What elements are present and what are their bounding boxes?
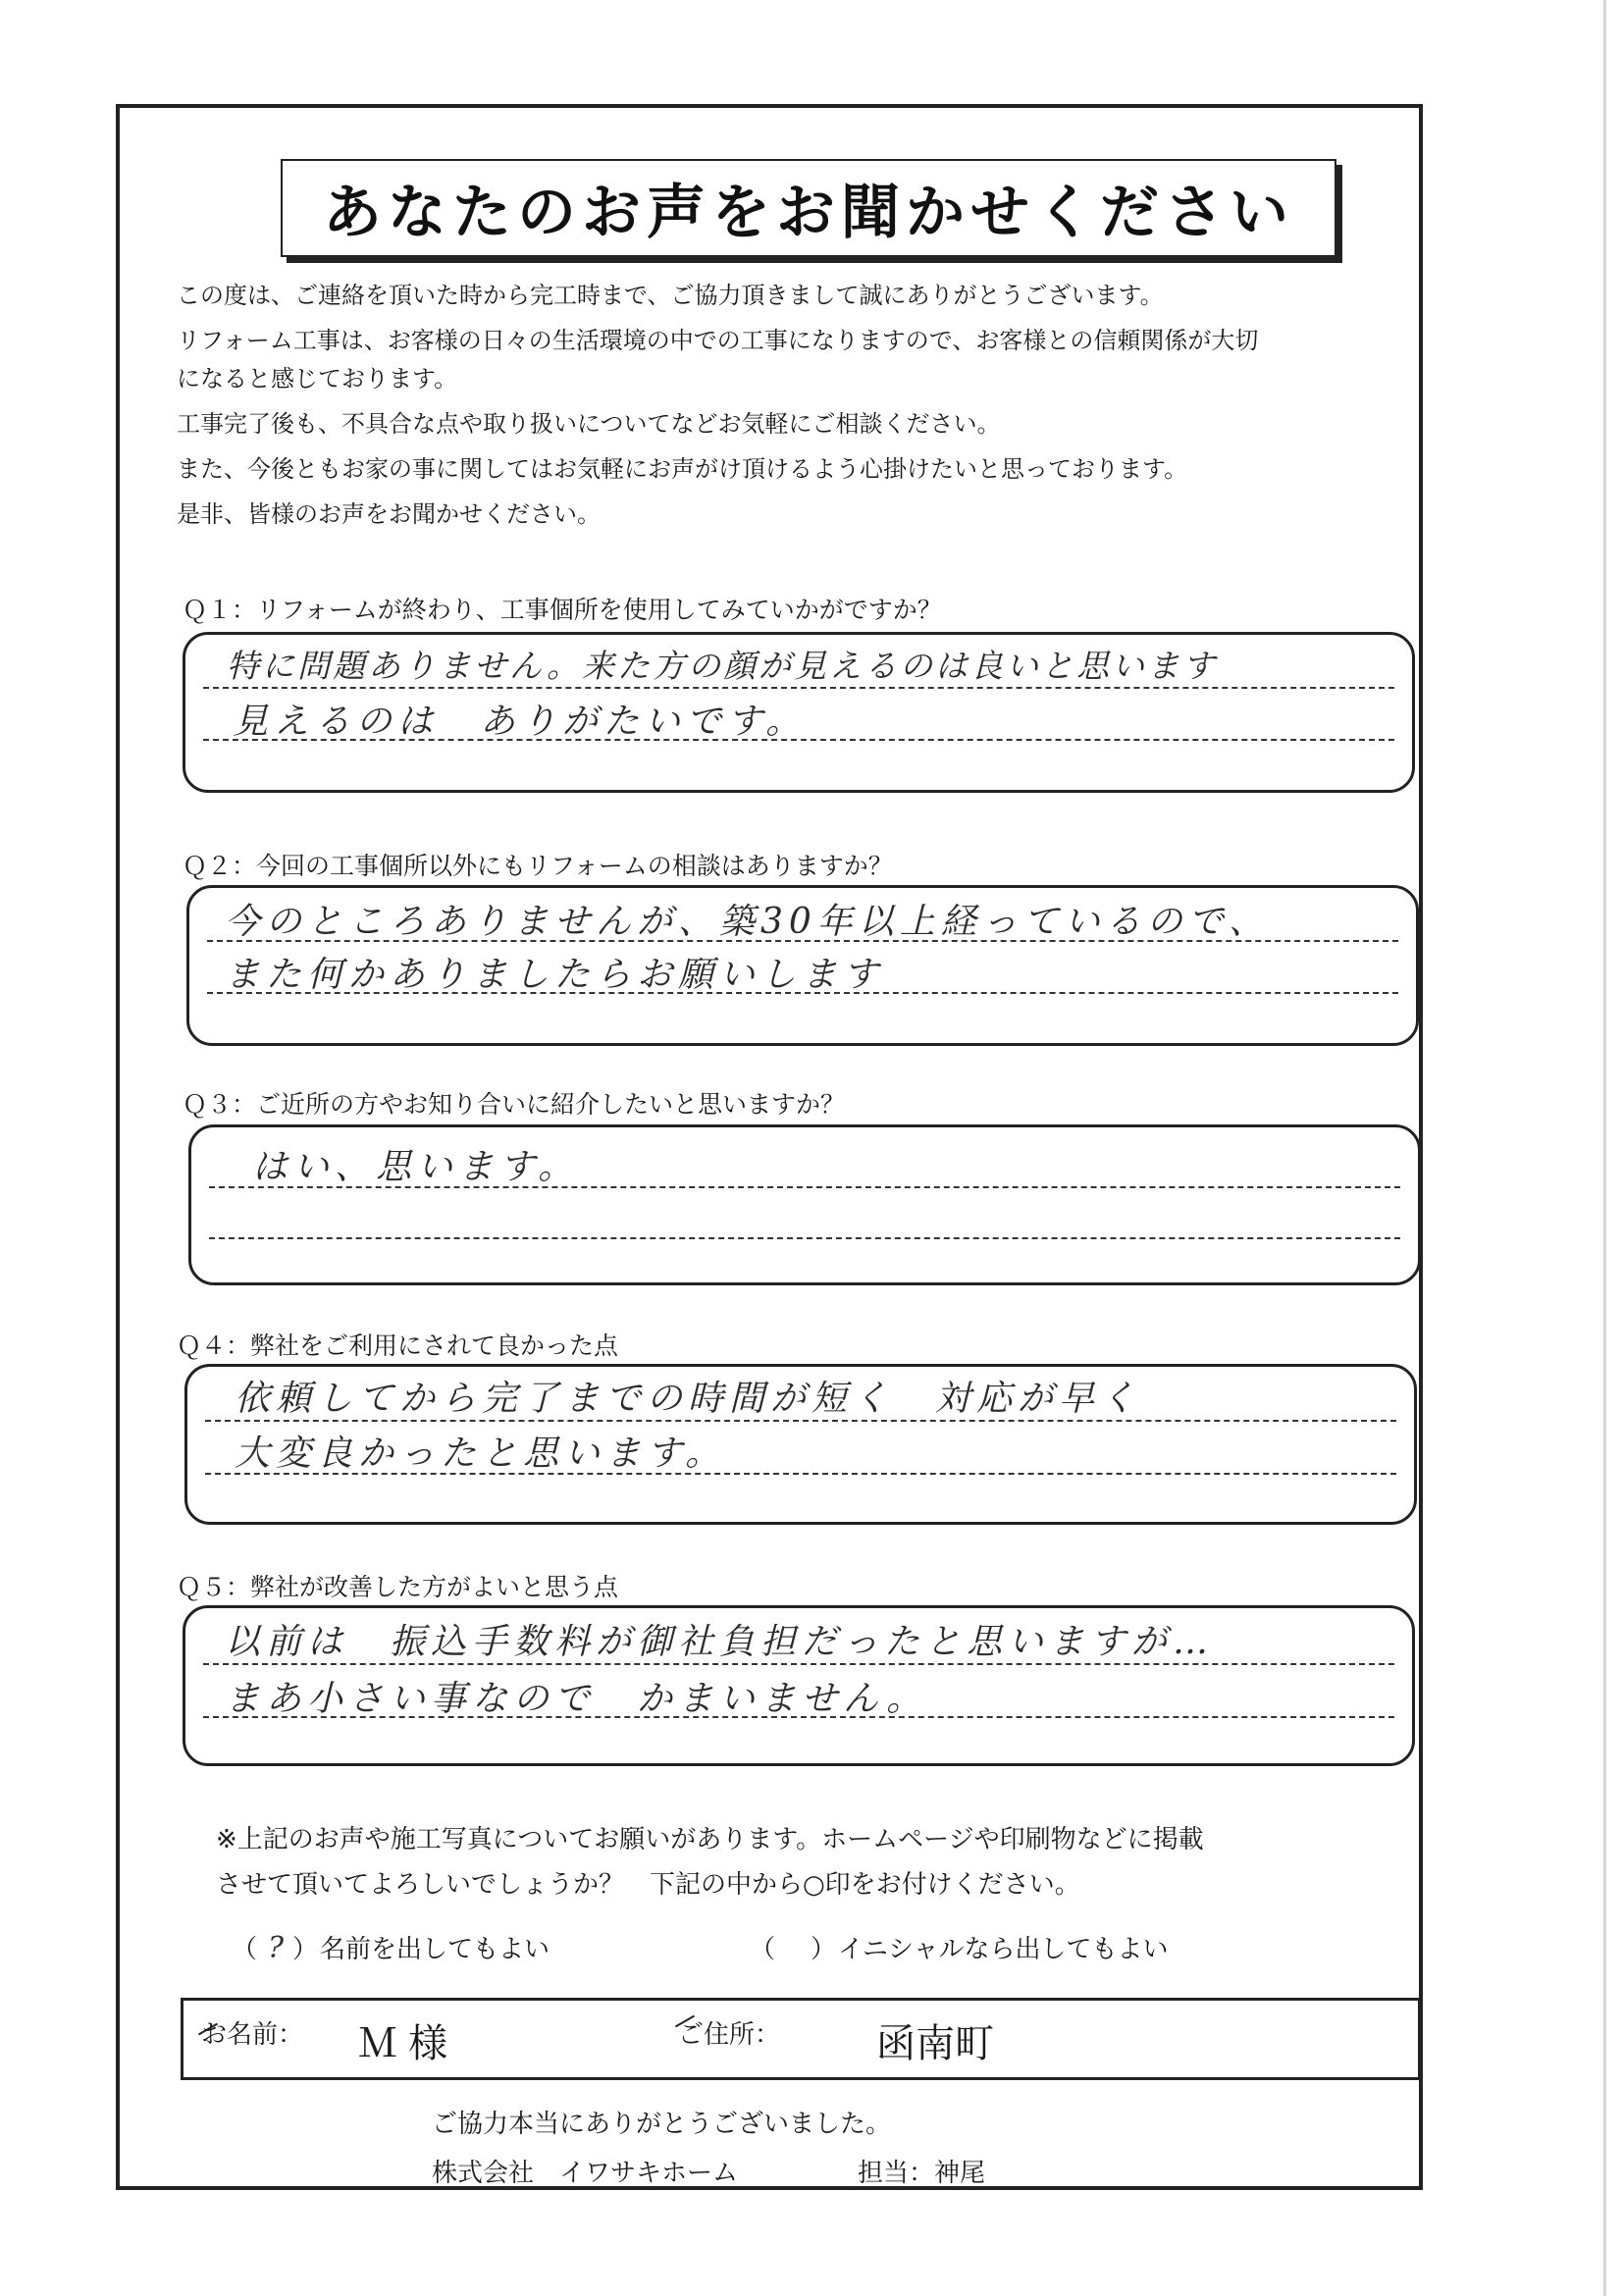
handwritten-answer: 特に問題ありません。来た方の顔が見えるのは良いと思います: [227, 647, 1218, 685]
open-paren: （: [232, 1935, 260, 1964]
thanks-message: ご協力本当にありがとうございました。: [432, 2110, 892, 2139]
staff-name: 担当：神尾: [858, 2159, 986, 2188]
scan-edge-line: [1603, 0, 1606, 2296]
intro-line: 是非、皆様のお声をお聞かせください。: [177, 500, 601, 528]
intro-line: リフォーム工事は、お客様の日々の生活環境の中での工事になりますので、お客様との信頼関係が大切: [177, 327, 1259, 354]
consent-option-initial[interactable]: [750, 1929, 1168, 1965]
intro-line: この度は、ご連絡を頂いた時から完工時まで、ご協力頂きまして誠にありがとうございます。: [177, 282, 1164, 309]
question-2-label: Ｑ２：今回の工事個所以外にもリフォームの相談はありますか？: [183, 852, 893, 880]
publication-consent-note: [216, 1817, 1204, 1907]
question-4-answer-box: [184, 1364, 1417, 1525]
address-value: 函南町: [876, 2022, 994, 2065]
consent-option-label: 名前を出してもよい: [320, 1935, 550, 1964]
question-2-answer-box: [186, 885, 1419, 1046]
question-3-label: Ｑ３：ご近所の方やお知り合いに紹介したいと思いますか？: [183, 1090, 846, 1119]
handwritten-answer: はい、思います。: [252, 1147, 580, 1187]
open-paren: （: [750, 1935, 778, 1964]
handwritten-answer: まあ小さい事なので かまいません。: [225, 1679, 928, 1719]
consent-note-line: ※上記のお声や施工写真についてお願いがあります。ホームページや印刷物などに掲載: [216, 1825, 1204, 1854]
question-1-answer-box: [183, 632, 1415, 793]
answer-rule: [203, 687, 1394, 689]
address-label: ご住所：: [678, 2020, 781, 2050]
handwritten-answer: 以前は 振込手数料が御社負担だったと思いますが…: [225, 1622, 1215, 1662]
question-5-label: Ｑ５：弊社が改善した方がよいと思う点: [177, 1573, 619, 1601]
intro-text: [177, 277, 1384, 541]
handwritten-answer: 見えるのは ありがたいです。: [233, 702, 808, 742]
company-name: 株式会社 イワサキホーム: [432, 2159, 739, 2188]
handwritten-mark: ?: [267, 1931, 285, 1965]
question-3-answer-box: [188, 1124, 1421, 1285]
question-1-label: Ｑ１：リフォームが終わり、工事個所を使用してみていかがですか？: [183, 596, 942, 624]
handwritten-answer: 大変良かったと思います。: [235, 1434, 727, 1474]
intro-line: また、今後ともお家の事に関してはお気軽にお声がけ頂けるよう心掛けたいと思っております。: [177, 455, 1188, 483]
handwritten-answer: 今のところありませんが、築30年以上経っているので、: [225, 902, 1271, 942]
answer-rule: [209, 1237, 1400, 1239]
question-5-answer-box: [183, 1605, 1415, 1766]
question-4-label: Ｑ４：弊社をご利用にされて良かった点: [177, 1331, 619, 1360]
consent-option-name[interactable]: [232, 1929, 550, 1965]
customer-info-box: [181, 1998, 1421, 2080]
intro-line: 工事完了後も、不具合な点や取り扱いについてなどお気軽にご相談ください。: [177, 410, 1001, 438]
name-value: Ｍ 様: [358, 2022, 448, 2065]
handwritten-answer: また何かありましたらお願いします: [225, 955, 885, 995]
consent-note-line: させて頂いてよろしいでしょうか？ 下記の中から○印をお付けください。: [216, 1870, 1080, 1900]
close-paren: ）: [811, 1935, 839, 1964]
page-title: あなたのお声をお聞かせください: [281, 159, 1336, 257]
close-paren: ）: [292, 1935, 321, 1964]
name-label: お名前：: [201, 2020, 304, 2050]
consent-option-label: イニシャルなら出してもよい: [838, 1935, 1169, 1964]
intro-line: になると感じております。: [177, 365, 458, 392]
handwritten-answer: 依頼してから完了までの時間が短く 対応が早く: [235, 1379, 1142, 1419]
